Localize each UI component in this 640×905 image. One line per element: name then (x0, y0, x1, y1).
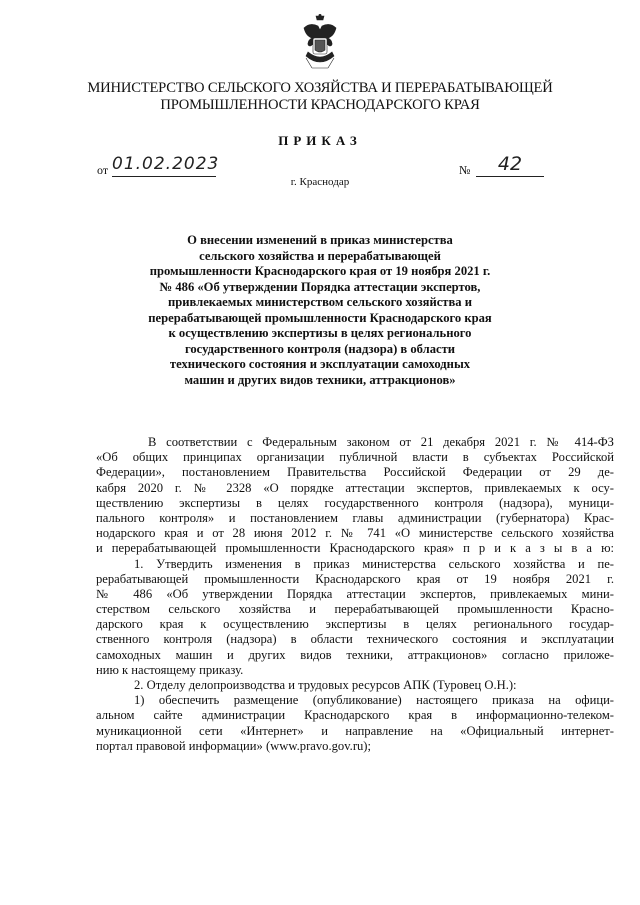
body-line: пального контроля» и постановлением главы администрации (губернатора) Крас- (96, 510, 614, 525)
body-line: рерабатывающей промышленности Краснодарского края от 19 ноября 2021 г. (96, 571, 614, 586)
ministry-line-2: ПРОМЫШЛЕННОСТИ КРАСНОДАРСКОГО КРАЯ (160, 97, 480, 113)
body-line: В соответствии с Федеральным законом от 21 декабря 2021 г. № 414-ФЗ (148, 435, 614, 449)
ministry-line-1: МИНИСТЕРСТВО СЕЛЬСКОГО ХОЗЯЙСТВА И ПЕРЕРАБАТЫВАЮЩЕЙ (87, 80, 553, 96)
body-line: кабря 2020 г. № 2328 «О порядке аттестации экспертов, привлекаемых к осу- (96, 480, 614, 495)
coat-of-arms-icon (300, 14, 340, 72)
title-line: технического состояния и эксплуатации самоходных (169, 357, 471, 371)
body-line: самоходных машин и других видов техники, аттракционов» согласно приложе- (96, 647, 614, 662)
document-type: ПРИКАЗ (278, 133, 362, 148)
title-line: № 486 «Об утверждении Порядка аттестации экспертов, (159, 279, 481, 294)
body-line: 1. Утвердить изменения в приказ министерства сельского хозяйства и пе- (134, 556, 614, 571)
date-value: 01.02.2023 (112, 152, 216, 177)
city: г. Краснодар (290, 176, 350, 188)
body-line: 2. Отделу делопроизводства и трудовых ресурсов АПК (Туровец О.Н.): (134, 678, 517, 692)
body-line: портал правовой информации» (www.pravo.gov.ru); (96, 738, 372, 753)
ministry-header (60, 80, 580, 114)
body-line: ственного контроля (надзора) в области технического состояния и эксплуатации (96, 632, 614, 647)
title-line: машин и других видов техники, аттракционов» (184, 372, 456, 387)
document-title (100, 233, 540, 388)
title-line: перерабатывающей промышленности Краснодарского края (148, 310, 492, 325)
title-line: промышленности Краснодарского края от 19 ноября 2021 г. (149, 264, 491, 278)
body-line: № 486 «Об утверждении Порядка аттестации экспертов, привлекаемых мини- (96, 586, 614, 601)
title-line: привлекаемых министерством сельского хозяйства и (167, 295, 472, 309)
body-line: «Об общих принципах организации публичной власти в субъектах Российской (96, 450, 614, 465)
body-line: дарского края к осуществлению экспертизы в целях регионального государ- (96, 617, 614, 632)
body-line: альном сайте администрации Краснодарского края в информационно-телеком- (96, 708, 614, 723)
title-line: к осуществлению экспертизы в целях регионального (168, 326, 472, 340)
document-body (96, 435, 614, 754)
body-line: нодарского края и от 28 июня 2012 г. № 741 «О министерстве сельского хозяйства (96, 526, 614, 541)
body-line: нию к настоящему приказу. (96, 662, 244, 677)
body-line: и перерабатывающей промышленности Краснодарского края» п р и к а з ы в а ю: (96, 541, 614, 556)
title-line: сельского хозяйства и перерабатывающей (199, 248, 441, 263)
title-line: О внесении изменений в приказ министерства (187, 233, 453, 247)
body-line: муникационной сети «Интернет» и направление на «Официальный интернет- (96, 723, 614, 738)
body-line: ществлению экспертизы в целях государственного контроля (надзора), муници- (96, 495, 614, 510)
body-line: 1) обеспечить размещение (опубликование) настоящего приказа на офици- (134, 693, 614, 708)
body-line: стерством сельского хозяйства и перерабатывающей промышленности Красно- (96, 602, 614, 617)
date-prefix: от (97, 163, 109, 177)
number-prefix: № (459, 163, 471, 177)
number-value: 42 (476, 152, 544, 177)
title-line: государственного контроля (надзора) в области (184, 341, 456, 356)
body-line: Федерации», постановлением Правительства Российской Федерации от 29 де- (96, 465, 614, 480)
